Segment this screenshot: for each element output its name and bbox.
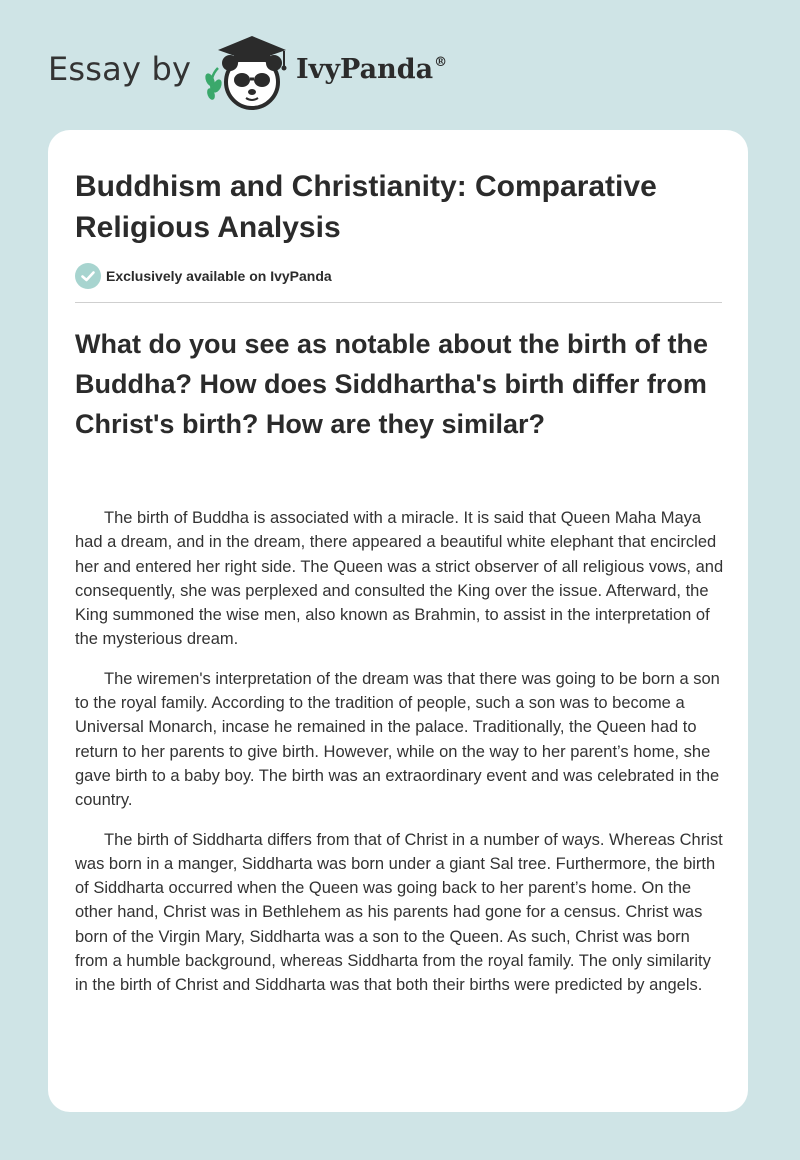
essay-body <box>75 506 726 1013</box>
badge-text: Exclusively available on IvyPanda <box>106 268 332 284</box>
essay-by-label: Essay by <box>48 50 192 88</box>
paragraph: The wiremen's interpretation of the dream was that there was going to be born a son to the royal family. According to the tradition of people, such a son was to become a Universal Monarch, incase he remained in the palace. Traditionally, the Queen had to return to her parents to give birth. However, while on the way to her parent’s home, she gave birth to a baby boy. The birth was an extraordinary event and was celebrated in the country. <box>75 669 720 810</box>
checkmark-icon <box>75 263 101 289</box>
essay-title: Buddhism and Christianity: Comparative Religious Analysis <box>75 170 657 244</box>
paragraph: The birth of Siddharta differs from that of Christ in a number of ways. Whereas Christ was born in a manger, Siddharta was born under a giant Sal tree. Furthermore, the birth of Siddharta occurred when the Queen was going back to her parent’s home. On the other hand, Christ was in Bethlehem as his parents had gone for a census. Christ was born of the Virgin Mary, Siddharta was a son to the Queen. As such, Christ was born from a humble background, whereas Siddharta from the royal family. The only similarity in the birth of Christ and Siddharta was that both their births were predicted by angels. <box>75 830 723 995</box>
panda-graduate-logo-icon[interactable] <box>200 30 292 110</box>
essay-card <box>48 130 748 1112</box>
registered-mark: ® <box>434 55 448 70</box>
essay-question: What do you see as notable about the birth of the Buddha? How does Siddhartha's birth differ from Christ's birth? How are they similar? <box>75 329 709 439</box>
divider <box>75 302 722 303</box>
paragraph: The birth of Buddha is associated with a miracle. It is said that Queen Maha Maya had a dream, and in the dream, there appeared a beautiful white elephant that encircled her and entered her right side. The Queen was a strict observer of all religious vows, and consequently, she was perplexed and consulted the King over the issue. Afterward, the King summoned the wise men, also known as Brahmin, to assist in the interpretation of the mysterious dream. <box>75 509 724 649</box>
site-header <box>0 0 800 130</box>
brand-name[interactable] <box>296 54 447 85</box>
brand-text: IvyPanda <box>296 54 434 85</box>
